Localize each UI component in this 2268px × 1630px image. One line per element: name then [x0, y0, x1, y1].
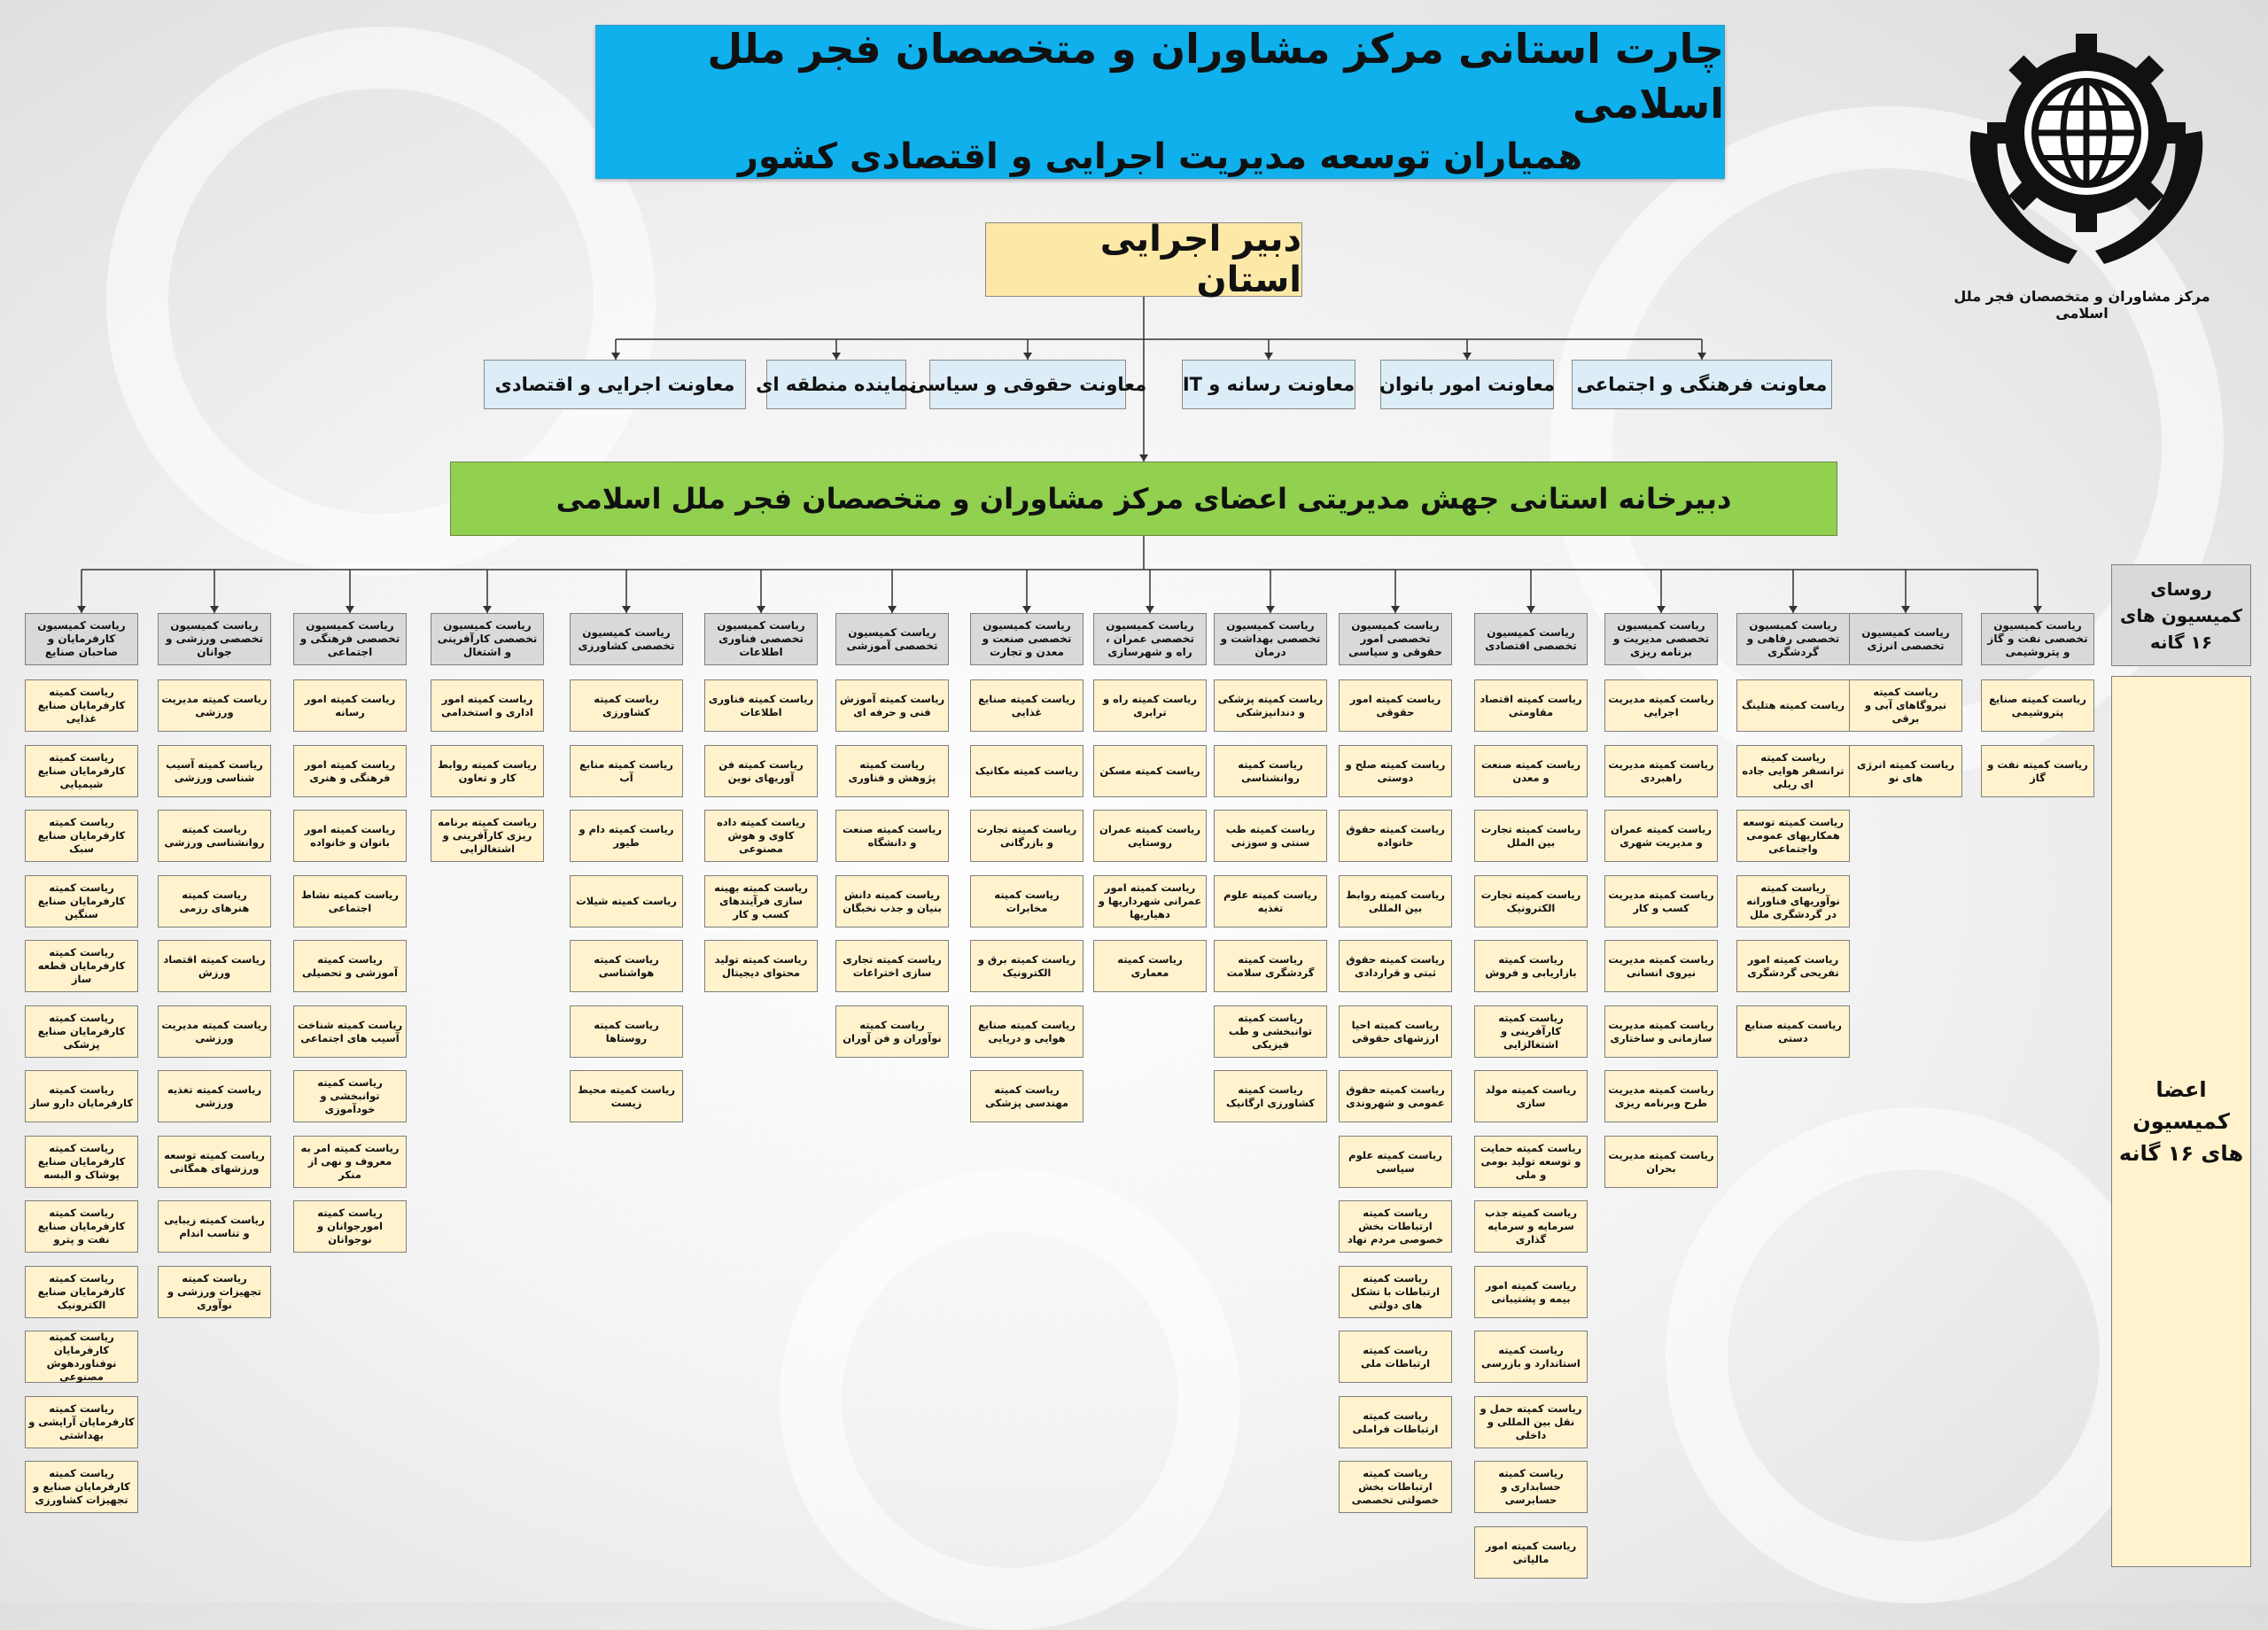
committee-box: ریاست کمیته مکانیک — [970, 745, 1084, 797]
commission-members-label: اعضا کمیسیون های ۱۶ گانه — [2111, 676, 2251, 1567]
committee-box: ریاست کمیته روابط کار و تعاون — [431, 745, 544, 797]
committee-box: ریاست کمیته کارفرمایان صنایع غذایی — [25, 679, 138, 732]
provincial-secretariat-box: دبیرخانه استانی جهش مدیریتی اعضای مرکز مشاوران و متخصصان فجر ملل اسلامی — [450, 462, 1837, 536]
committee-box: ریاست کمیته انرژی های نو — [1849, 745, 1962, 797]
committee-box: ریاست کمیته کارآفرینی و اشتغالزایی — [1474, 1005, 1588, 1058]
committee-box: ریاست کمیته تولید محتوای دیجیتال — [704, 940, 818, 992]
committee-box: ریاست کمیته هواشناسی — [570, 940, 683, 992]
committee-box: ریاست کمیته تجارت و بازرگانی — [970, 810, 1084, 862]
committee-box: ریاست کمیته احیا ارزشهای حقوقی — [1339, 1005, 1452, 1058]
commission-head: ریاست کمیسیون کارفرمایان و صاحبان صنایع — [25, 613, 138, 665]
committee-box: ریاست کمیته کارفرمایان آرایشی و بهداشتی — [25, 1396, 138, 1448]
committee-box: ریاست کمیته مدیریت راهبردی — [1604, 745, 1718, 797]
committee-box: ریاست کمیته مدیریت بحران — [1604, 1136, 1718, 1188]
connector-arrowhead — [1022, 606, 1031, 613]
committee-box: ریاست کمیته مخابرات — [970, 875, 1084, 928]
committee-box: ریاست کمیته برنامه ریزی کارآفرینی و اشتغالزایی — [431, 810, 544, 862]
commission-head: ریاست کمیسیون تخصصی اقتصادی — [1474, 613, 1588, 665]
committee-box: ریاست کمیته روابط بین المللی — [1339, 875, 1452, 928]
committee-box: ریاست کمیته کارفرمایان صنایع پزشکی — [25, 1005, 138, 1058]
committee-box: ریاست کمیته توسعه ورزشهای همگانی — [158, 1136, 271, 1188]
committee-box: ریاست کمیته روستاها — [570, 1005, 683, 1058]
committee-box: ریاست کمیته علوم سیاسی — [1339, 1136, 1452, 1188]
committee-box: ریاست کمیته فناوری اطلاعات — [704, 679, 818, 732]
committee-box: ریاست کمیته ترانسفر هوایی جاده ای ریلی — [1736, 745, 1850, 797]
committee-box: ریاست کمیته گردشگری سلامت — [1214, 940, 1327, 992]
committee-box: ریاست کمیته امورجوانان و نوجوانان — [293, 1200, 407, 1253]
commission-head: ریاست کمیسیون تخصصی عمران ، راه و شهرسازی — [1093, 613, 1207, 665]
committee-box: ریاست کمیته پژوهش و فناوری — [835, 745, 949, 797]
committee-box: ریاست کمیته دانش بنیان و جذب نخبگان — [835, 875, 949, 928]
committee-box: ریاست کمیته توسعه همکاریهای عمومی واجتماعی — [1736, 810, 1850, 862]
commission-head: ریاست کمیسیون تخصصی کارآفرینی و اشتغال — [431, 613, 544, 665]
committee-box: ریاست کمیته هتلینگ — [1736, 679, 1850, 732]
committee-box: ریاست کمیته شیلات — [570, 875, 683, 928]
committee-box: ریاست کمیته مدیریت ورزشی — [158, 1005, 271, 1058]
committee-box: ریاست کمیته معماری — [1093, 940, 1207, 992]
connector-arrowhead — [611, 353, 620, 360]
organization-logo — [1953, 25, 2219, 291]
committee-box: ریاست کمیته حسابداری و حسابرسی — [1474, 1461, 1588, 1513]
connector-arrowhead — [1657, 606, 1666, 613]
committee-box: ریاست کمیته کارفرمایان صنایع سبک — [25, 810, 138, 862]
page-title: چارت استانی مرکز مشاوران و متخصصان فجر ملل اسلامی — [707, 25, 1724, 128]
committee-box: ریاست کمیته حقوق عمومی و شهروندی — [1339, 1070, 1452, 1122]
committee-box: ریاست کمیته دام و طیور — [570, 810, 683, 862]
deputy-media-it: معاونت رسانه و IT — [1182, 360, 1355, 409]
connector-arrowhead — [888, 606, 897, 613]
committee-box: ریاست کمیته اقتصاد مقاومتی — [1474, 679, 1588, 732]
committee-box: ریاست کمیته آموزشی و تحصیلی — [293, 940, 407, 992]
connector-arrowhead — [1266, 606, 1275, 613]
committee-box: ریاست کمیته نفت و گاز — [1981, 745, 2094, 797]
committee-box: ریاست کمیته تغذیه ورزشی — [158, 1070, 271, 1122]
committee-box: ریاست کمیته صنعت و معدن — [1474, 745, 1588, 797]
connector-arrowhead — [1697, 353, 1706, 360]
commission-head: ریاست کمیسیون تخصصی بهداشت و درمان — [1214, 613, 1327, 665]
committee-box: ریاست کمیته صلح و دوستی — [1339, 745, 1452, 797]
committee-box: ریاست کمیته راه و ترابری — [1093, 679, 1207, 732]
committee-box: ریاست کمیته برق و الکترونیک — [970, 940, 1084, 992]
committee-box: ریاست کمیته حمل و نقل بین المللی و داخلی — [1474, 1396, 1588, 1448]
committee-box: ریاست کمیته طب سنتی و سوزنی — [1214, 810, 1327, 862]
committee-box: ریاست کمیته امور تفریحی گردشگری — [1736, 940, 1850, 992]
deputy-executive-economic: معاونت اجرایی و اقتصادی — [484, 360, 746, 409]
committee-box: ریاست کمیته پزشکی و دندانپزشکی — [1214, 679, 1327, 732]
commission-head: ریاست کمیسیون تخصصی نفت و گاز و پتروشیمی — [1981, 613, 2094, 665]
committee-box: ریاست کمیته استاندارد و بازرسی — [1474, 1331, 1588, 1383]
committee-box: ریاست کمیته مدیریت ورزشی — [158, 679, 271, 732]
committee-box: ریاست کمیته فن آوریهای نوین — [704, 745, 818, 797]
committee-box: ریاست کمیته امور اداری و استخدامی — [431, 679, 544, 732]
committee-box: ریاست کمیته مدیریت سازمانی و ساختاری — [1604, 1005, 1718, 1058]
committee-box: ریاست کمیته کارفرمایان صنایع الکترونیک — [25, 1266, 138, 1318]
committee-box: ریاست کمیته کشاورزی ارگانیک — [1214, 1070, 1327, 1122]
committee-box: ریاست کمیته حقوق خانواده — [1339, 810, 1452, 862]
connector-arrowhead — [346, 606, 354, 613]
committee-box: ریاست کمیته کارفرمایان صنایع نفت و پترو — [25, 1200, 138, 1253]
committee-box: ریاست کمیته ارتباطات فراملی — [1339, 1396, 1452, 1448]
connector-arrowhead — [77, 606, 86, 613]
committee-box: ریاست کمیته امور رسانه — [293, 679, 407, 732]
committee-box: ریاست کمیته کارفرمایان صنایع سنگین — [25, 875, 138, 928]
committee-box: ریاست کمیته کارفرمایان قطعه ساز — [25, 940, 138, 992]
commission-heads-label: روسای کمیسیون های ۱۶ گانه — [2111, 564, 2251, 666]
commission-head: ریاست کمیسیون تخصصی صنعت و معدن و تجارت — [970, 613, 1084, 665]
committee-box: ریاست کمیته عمران روستایی — [1093, 810, 1207, 862]
committee-box: ریاست کمیته داده کاوی و هوش مصنوعی — [704, 810, 818, 862]
committee-box: ریاست کمیته نوآوران و فن آوران — [835, 1005, 949, 1058]
committee-box: ریاست کمیته امور بیمه و پشتیبانی — [1474, 1266, 1588, 1318]
connector-arrowhead — [1146, 606, 1154, 613]
commission-head: ریاست کمیسیون تخصصی مدیریت و برنامه ریزی — [1604, 613, 1718, 665]
committee-box: ریاست کمیته امور فرهنگی و هنری — [293, 745, 407, 797]
connector-arrowhead — [483, 606, 492, 613]
committee-box: ریاست کمیته امور بانوان و خانواده — [293, 810, 407, 862]
committee-box: ریاست کمیته امور مالیاتی — [1474, 1526, 1588, 1579]
committee-box: ریاست کمیته صنایع پتروشیمی — [1981, 679, 2094, 732]
connector-arrowhead — [1139, 454, 1148, 462]
commission-head: ریاست کمیسیون تخصصی کشاورزی — [570, 613, 683, 665]
committee-box: ریاست کمیته کارفرمایان صنایع شیمیایی — [25, 745, 138, 797]
committee-box: ریاست کمیته کارفرمایان نوفناوردهوش مصنوعی — [25, 1331, 138, 1383]
committee-box: ریاست کمیته امور عمرانی شهرداریها و دهیاریها — [1093, 875, 1207, 928]
committee-box: ریاست کمیته حمایت و توسعه تولید بومی و ملی — [1474, 1136, 1588, 1188]
commission-head: ریاست کمیسیون تخصصی امور حقوقی و سیاسی — [1339, 613, 1452, 665]
committee-box: ریاست کمیته امر به معروف و نهی از منکر — [293, 1136, 407, 1188]
committee-box: ریاست کمیته نوآوریهای فناورانه در گردشگری ملل — [1736, 875, 1850, 928]
committee-box: ریاست کمیته مدیریت طرح وبرنامه ریزی — [1604, 1070, 1718, 1122]
committee-box: ریاست کمیته عمران و مدیریت شهری — [1604, 810, 1718, 862]
committee-box: ریاست کمیته صنعت و دانشگاه — [835, 810, 949, 862]
connector-arrowhead — [622, 606, 631, 613]
committee-box: ریاست کمیته حقوق ثبتی و قراردادی — [1339, 940, 1452, 992]
committee-box: ریاست کمیته مسکن — [1093, 745, 1207, 797]
committee-box: ریاست کمیته صنایع هوایی و دریایی — [970, 1005, 1084, 1058]
logo-caption: مرکز مشاوران و متخصصان فجر ملل اسلامی — [1953, 288, 2210, 322]
committee-box: ریاست کمیته مدیریت اجرایی — [1604, 679, 1718, 732]
committee-box: ریاست کمیته مولد سازی — [1474, 1070, 1588, 1122]
committee-box: ریاست کمیته صنایع دستی — [1736, 1005, 1850, 1058]
committee-box: ریاست کمیته آموزش فنی و حرفه ای — [835, 679, 949, 732]
committee-box: ریاست کمیته توانبخشی و طب فیزیکی — [1214, 1005, 1327, 1058]
connector-arrowhead — [210, 606, 219, 613]
committee-box: ریاست کمیته اقتصاد ورزش — [158, 940, 271, 992]
connector-arrowhead — [1526, 606, 1535, 613]
committee-box: ریاست کمیته هنرهای رزمی — [158, 875, 271, 928]
commission-head: ریاست کمیسیون تخصصی انرژی — [1849, 613, 1962, 665]
committee-box: ریاست کمیته محیط زیست — [570, 1070, 683, 1122]
committee-box: ریاست کمیته بازاریابی و فروش — [1474, 940, 1588, 992]
committee-box: ریاست کمیته جذب سرمایه و سرمایه گذاری — [1474, 1200, 1588, 1253]
committee-box: ریاست کمیته علوم تغذیه — [1214, 875, 1327, 928]
committee-box: ریاست کمیته مدیریت کسب و کار — [1604, 875, 1718, 928]
connector-arrowhead — [2033, 606, 2042, 613]
committee-box: ریاست کمیته مهندسی پزشکی — [970, 1070, 1084, 1122]
committee-box: ریاست کمیته منابع آب — [570, 745, 683, 797]
connector-arrowhead — [757, 606, 765, 613]
committee-box: ریاست کمیته بهینه سازی فرآیندهای کسب و کار — [704, 875, 818, 928]
committee-box: ریاست کمیته توانبخشی و خودآموزی — [293, 1070, 407, 1122]
connector-arrowhead — [1023, 353, 1032, 360]
committee-box: ریاست کمیته کارفرمایان صنایع پوشاک و البسه — [25, 1136, 138, 1188]
connector-arrowhead — [1264, 353, 1273, 360]
commission-head: ریاست کمیسیون تخصصی فرهنگی و اجتماعی — [293, 613, 407, 665]
page-subtitle: همیاران توسعه مدیریت اجرایی و اقتصادی کشور — [737, 136, 1583, 177]
commission-head: ریاست کمیسیون تخصصی ورزشی و جوانان — [158, 613, 271, 665]
committee-box: ریاست کمیته نیروگاهای آبی و برقی — [1849, 679, 1962, 732]
committee-box: ریاست کمیته نشاط اجتماعی — [293, 875, 407, 928]
connector-arrowhead — [1391, 606, 1400, 613]
committee-box: ریاست کمیته ارتباطات ملی — [1339, 1331, 1452, 1383]
executive-secretary-box: دبیر اجرایی استان — [985, 222, 1302, 297]
committee-box: ریاست کمیته روانشناسی ورزشی — [158, 810, 271, 862]
committee-box: ریاست کمیته صنایع غذایی — [970, 679, 1084, 732]
title-banner — [595, 25, 1725, 179]
committee-box: ریاست کمیته تجاری سازی اختراعات — [835, 940, 949, 992]
committee-box: ریاست کمیته ارتباطات بخش خصوصی مردم نهاد — [1339, 1200, 1452, 1253]
committee-box: ریاست کمیته ارتباطات با تشکل های دولتی — [1339, 1266, 1452, 1318]
committee-box: ریاست کمیته امور حقوقی — [1339, 679, 1452, 732]
deputy-regional-representative: نماینده منطقه ای — [766, 360, 906, 409]
committee-box: ریاست کمیته ارتباطات بخش خصولتی تخصصی — [1339, 1461, 1452, 1513]
connector-arrowhead — [832, 353, 841, 360]
connector-arrowhead — [1901, 606, 1910, 613]
committee-box: ریاست کمیته تجارت الکترونیک — [1474, 875, 1588, 928]
committee-box: ریاست کمیته شناخت آسیب های اجتماعی — [293, 1005, 407, 1058]
committee-box: ریاست کمیته کارفرمایان صنایع و تجهیزات کشاورزی — [25, 1461, 138, 1513]
committee-box: ریاست کمیته تجهیزات ورزشی و نوآوری — [158, 1266, 271, 1318]
deputy-women-affairs: معاونت امور بانوان — [1380, 360, 1554, 409]
committee-box: ریاست کمیته مدیریت نیروی انسانی — [1604, 940, 1718, 992]
deputy-cultural-social: معاونت فرهنگی و اجتماعی — [1572, 360, 1832, 409]
commission-head: ریاست کمیسیون تخصصی رفاهی و گردشگری — [1736, 613, 1850, 665]
commission-head: ریاست کمیسیون تخصصی آموزشی — [835, 613, 949, 665]
committee-box: ریاست کمیته کشاورزی — [570, 679, 683, 732]
committee-box: ریاست کمیته کارفرمایان دارو ساز — [25, 1070, 138, 1122]
deputy-legal-political: معاونت حقوقی و سیاسی — [929, 360, 1126, 409]
connector-arrowhead — [1789, 606, 1798, 613]
committee-box: ریاست کمیته زیبایی و تناسب اندام — [158, 1200, 271, 1253]
committee-box: ریاست کمیته روانشناسی — [1214, 745, 1327, 797]
committee-box: ریاست کمیته آسیب شناسی ورزشی — [158, 745, 271, 797]
commission-head: ریاست کمیسیون تخصصی فناوری اطلاعات — [704, 613, 818, 665]
committee-box: ریاست کمیته تجارت بین الملل — [1474, 810, 1588, 862]
connector-arrowhead — [1463, 353, 1472, 360]
